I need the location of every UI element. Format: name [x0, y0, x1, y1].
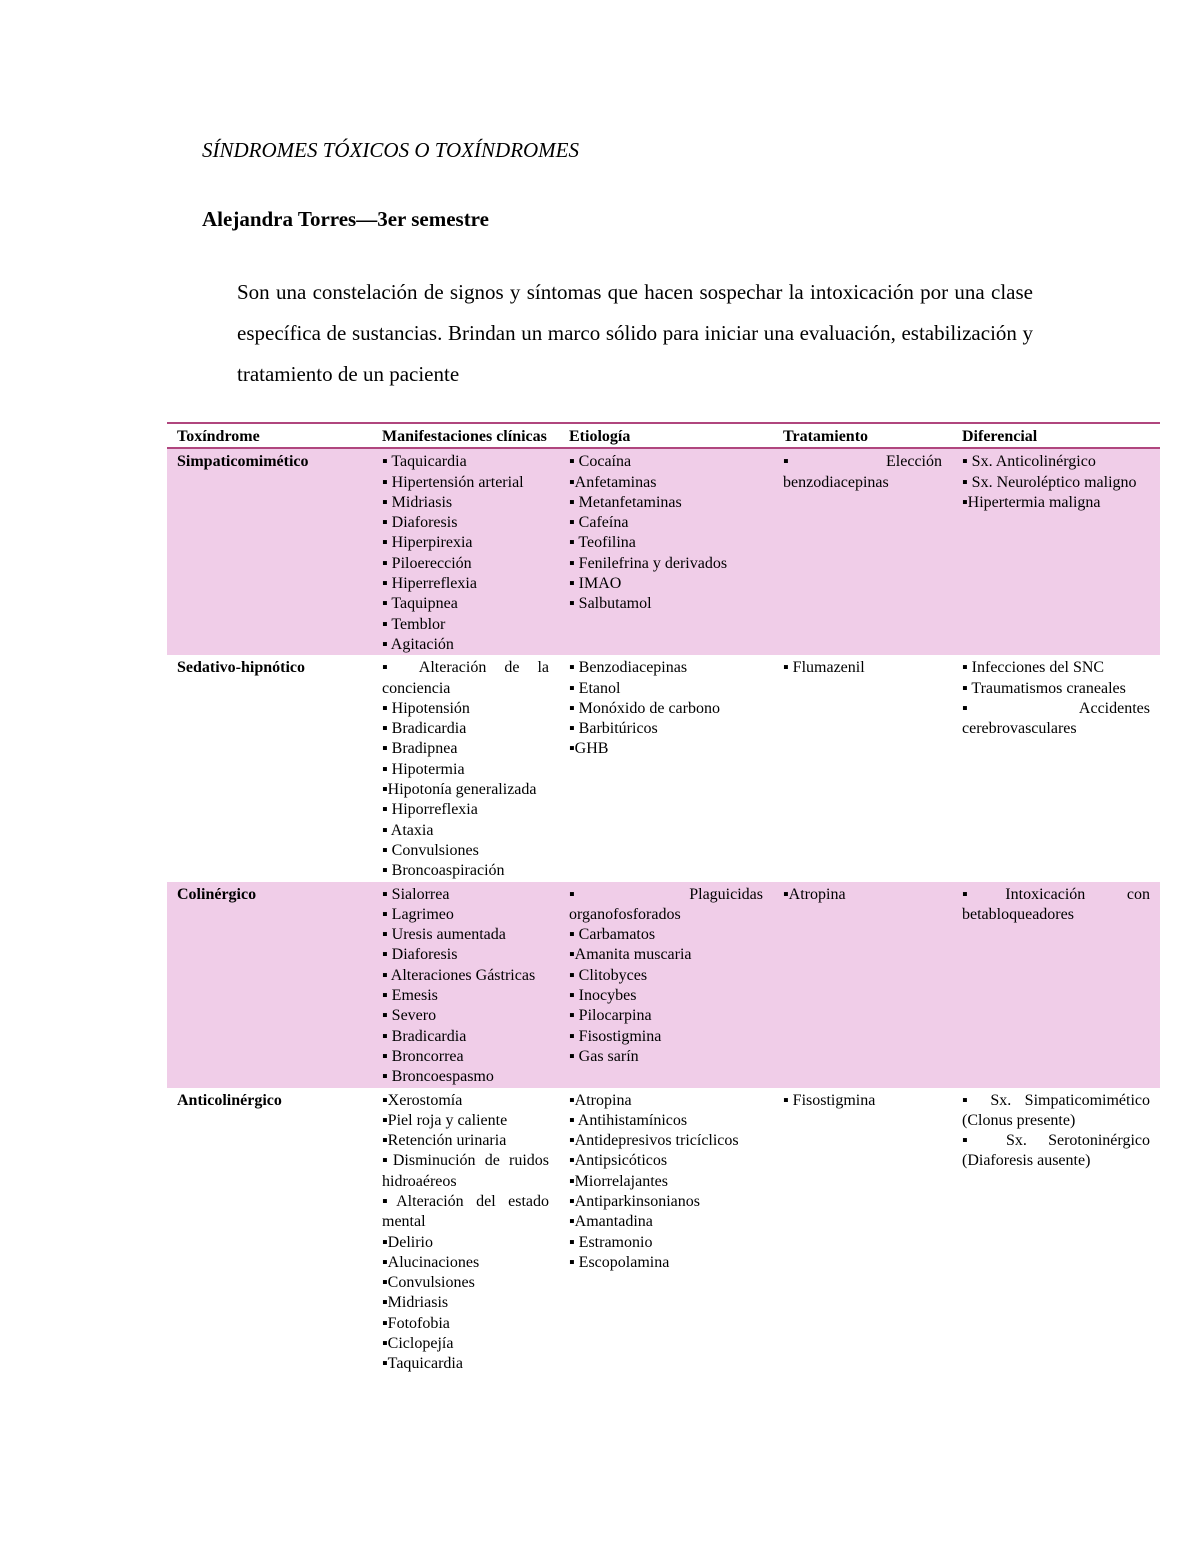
list-item: ▪ Hipertensión arterial [382, 473, 524, 491]
list-item: ▪ Emesis [382, 987, 438, 1005]
list-item: ▪Convulsiones [382, 1274, 475, 1292]
list-item: ▪Alteración del estado mental [382, 1192, 549, 1231]
list-item: ▪ Hiporreflexia [382, 801, 478, 819]
list-item: ▪ Hiperreflexia [382, 575, 477, 593]
list-item: ▪Delirio [382, 1233, 433, 1251]
cell-diferencial [952, 1088, 1160, 1375]
table-header-row [167, 423, 1160, 448]
list-item: ▪ Alteraciones Gástricas [382, 966, 536, 984]
list-item: ▪ Broncoaspiración [382, 862, 505, 880]
list-item: ▪ Pilocarpina [569, 1007, 652, 1025]
cell-diferencial [952, 448, 1160, 655]
list-item: ▪Retención urinaria [382, 1132, 507, 1150]
list-item: ▪ Hiperpirexia [382, 534, 473, 552]
list-item: ▪ Infecciones del SNC [962, 659, 1105, 677]
list-item: ▪Disminución de ruidos hidroaéreos [382, 1152, 549, 1190]
list-item: ▪ Uresis aumentada [382, 926, 506, 944]
list-item: ▪ Estramonio [569, 1233, 653, 1251]
list-item: ▪Anfetaminas [569, 473, 657, 491]
list-item: ▪Antidepresivos tricíclicos [569, 1132, 739, 1150]
header-manifestaciones: Manifestaciones clínicas [382, 428, 547, 445]
list-item: ▪GHB [569, 740, 609, 758]
list-item: ▪ Alteración de la conciencia [382, 659, 549, 697]
header-etiologia: Etiología [569, 428, 631, 445]
list-item: ▪ Bradipnea [382, 740, 458, 758]
cell-tratamiento [773, 448, 952, 655]
list-item: ▪ Bradicardia [382, 720, 467, 738]
list-item: ▪Plaguicidas organofosforados [569, 885, 763, 923]
list-item: ▪ Clitobyces [569, 966, 648, 984]
list-item: ▪Xerostomía [382, 1091, 463, 1109]
list-item: ▪ Benzodiacepinas [569, 659, 688, 677]
cell-tratamiento [773, 1088, 952, 1375]
list-item: ▪ Metanfetaminas [569, 493, 682, 511]
table-row [167, 655, 1160, 881]
list-item: ▪Amanita muscaria [569, 946, 692, 964]
header-diferencial: Diferencial [962, 428, 1038, 445]
table-row [167, 1088, 1160, 1375]
cell-manifestaciones [372, 448, 559, 655]
list-item: ▪ Gas sarín [569, 1047, 639, 1065]
list-item: ▪ Sialorrea [382, 885, 450, 903]
list-item: ▪ Agitación [382, 635, 454, 653]
list-item: ▪ Diaforesis [382, 946, 458, 964]
list-item: ▪Atropina [569, 1091, 632, 1109]
list-item: ▪ Barbitúricos [569, 720, 658, 738]
toxindrome-name: Sedativo-hipnótico [177, 659, 306, 677]
list-item: ▪Taquicardia [382, 1355, 463, 1373]
list-item: ▪Antipsicóticos [569, 1152, 668, 1170]
list-item: ▪ Flumazenil [783, 659, 865, 677]
list-item: ▪ Broncorrea [382, 1047, 464, 1065]
list-item: ▪ Fenilefrina y derivados [569, 554, 728, 572]
list-item: ▪ Fisostigmina [783, 1091, 876, 1109]
list-item: ▪ Sx. Simpaticomimético (Clonus presente) [962, 1091, 1150, 1129]
table-body [167, 448, 1160, 1374]
list-item: ▪ Sx. Neuroléptico maligno [962, 473, 1137, 491]
list-item: ▪ Piloerección [382, 554, 472, 572]
list-item: ▪ Inocybes [569, 987, 637, 1005]
list-item: ▪ Cocaína [569, 453, 632, 471]
cell-etiologia [559, 448, 773, 655]
list-item: ▪Fotofobia [382, 1314, 450, 1332]
table-row [167, 882, 1160, 1088]
list-item: ▪ Lagrimeo [382, 905, 454, 923]
list-item: ▪Ciclopejía [382, 1335, 454, 1353]
cell-manifestaciones [372, 1088, 559, 1375]
list-item: ▪ Bradicardia [382, 1027, 467, 1045]
cell-diferencial [952, 655, 1160, 881]
list-item: ▪ IMAO [569, 575, 622, 593]
header-tratamiento: Tratamiento [783, 428, 869, 445]
toxindrome-name: Simpaticomimético [167, 448, 372, 655]
list-item: ▪ Cafeína [569, 514, 629, 532]
list-item: ▪ Diaforesis [382, 514, 458, 532]
list-item: ▪ Sx. Serotoninérgico (Diaforesis ausente) [962, 1132, 1150, 1170]
list-item: ▪Intoxicación con betabloqueadores [962, 885, 1150, 923]
list-item: ▪ Carbamatos [569, 926, 656, 944]
list-item: ▪ Convulsiones [382, 841, 479, 859]
list-item: ▪ Taquicardia [382, 453, 467, 471]
list-item: ▪Atropina [783, 885, 846, 903]
list-item: ▪ Ataxia [382, 821, 434, 839]
list-item: ▪ Severo [382, 1007, 437, 1025]
list-item: ▪Hipotonía generalizada [382, 781, 537, 799]
cell-manifestaciones [372, 655, 559, 881]
author-line: Alejandra Torres—3er semestre [202, 207, 489, 231]
cell-etiologia [559, 1088, 773, 1375]
cell-tratamiento [773, 882, 952, 1088]
document-title: SÍNDROMES TÓXICOS O TOXÍNDROMES [202, 138, 580, 162]
list-item: ▪ Broncoespasmo [382, 1068, 494, 1086]
list-item: ▪Antiparkinsonianos [569, 1192, 700, 1210]
cell-etiologia [559, 882, 773, 1088]
list-item: ▪Accidentes cerebrovasculares [962, 699, 1150, 738]
list-item: ▪ Hipotermia [382, 760, 465, 778]
header-toxindrome: Toxíndrome [177, 428, 260, 445]
list-item: ▪Elección benzodiacepinas [783, 453, 942, 491]
toxindrome-name: Colinérgico [167, 882, 372, 1088]
list-item: ▪ Salbutamol [569, 595, 652, 613]
list-item: ▪ Antihistamínicos [569, 1111, 688, 1129]
list-item: ▪ Hipotensión [382, 699, 470, 717]
toxindrome-name: Anticolinérgico [177, 1091, 282, 1109]
list-item: ▪Miorrelajantes [569, 1172, 668, 1190]
list-item: ▪ Traumatismos craneales [962, 679, 1126, 697]
list-item: ▪ Temblor [382, 615, 446, 633]
list-item: ▪ Etanol [569, 679, 621, 697]
list-item: ▪ Escopolamina [569, 1253, 670, 1271]
cell-etiologia [559, 655, 773, 881]
intro-paragraph: Son una constelación de signos y síntomas que hacen sospechar la intoxicación por una clase específica de sustancias. Brindan un marco sólido para iniciar una evaluación, estabilización y tratamiento de un paciente [237, 280, 1033, 386]
cell-tratamiento [773, 655, 952, 881]
list-item: ▪Piel roja y caliente [382, 1111, 508, 1129]
list-item: ▪ Midriasis [382, 493, 453, 511]
list-item: ▪ Fisostigmina [569, 1027, 662, 1045]
list-item: ▪ Teofilina [569, 534, 636, 552]
list-item: ▪ Taquipnea [382, 595, 458, 613]
cell-diferencial [952, 882, 1160, 1088]
list-item: ▪Amantadina [569, 1213, 653, 1231]
toxidrome-table [167, 422, 1160, 1375]
list-item: ▪Alucinaciones [382, 1253, 480, 1271]
table-row [167, 448, 1160, 655]
cell-manifestaciones [372, 882, 559, 1088]
list-item: ▪Hipertermia maligna [962, 493, 1101, 511]
list-item: ▪ Sx. Anticolinérgico [962, 453, 1096, 471]
list-item: ▪ Monóxido de carbono [569, 699, 720, 717]
list-item: ▪Midriasis [382, 1294, 449, 1312]
